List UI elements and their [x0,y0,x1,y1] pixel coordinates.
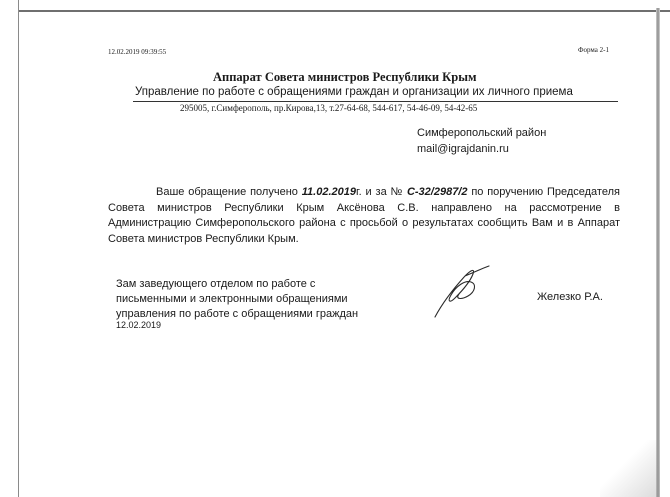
addressee-email: mail@igrajdanin.ru [417,143,509,155]
scan-top-edge [18,0,670,12]
letter-body [108,185,620,247]
signer-position [116,277,358,322]
signature-date: 12.02.2019 [116,320,162,330]
print-timestamp: 12.02.2019 09:39:55 [108,48,167,56]
header-divider [133,101,618,102]
body-text-2: г. и за № [355,186,407,198]
signer-name: Железко Р.А. [537,291,603,303]
addressee-district: Симферопольский район [417,127,547,139]
signer-line-1: Зам заведующего отделом по работе с [116,278,316,290]
scan-left-edge [18,0,19,497]
department-address: 295005, г.Симферополь, пр.Кирова,13, т.27-64-68, 544-617, 54-46-09, 54-42-65 [180,103,478,113]
department-subtitle: Управление по работе с обращениями граждан и организации их личного приема [135,86,573,98]
signer-line-3: управления по работе с обращениями граждан [116,308,359,320]
received-date: 11.02.2019 [301,186,356,198]
body-text-3: по поручению Председателя Совета министров Республики Крым Аксёнова С.В. направлено на рассмотрение в Администрацию Симферопольского района с просьбой о результатах сообщить Вам и в Аппарат Совета министров Республики Крым. [108,186,620,245]
body-text-1: Ваше обращение получено [156,186,302,198]
form-number: Форма 2-1 [578,46,609,54]
page-title: Аппарат Совета министров Республики Крым [213,70,477,84]
registration-number: С-32/2987/2 [406,186,468,198]
addressee-block [417,125,546,157]
scan-shadow [600,440,660,497]
signer-line-2: письменными и электронными обращениями [116,293,348,305]
scan-right-edge [656,8,660,497]
handwritten-signature-icon [425,262,495,324]
